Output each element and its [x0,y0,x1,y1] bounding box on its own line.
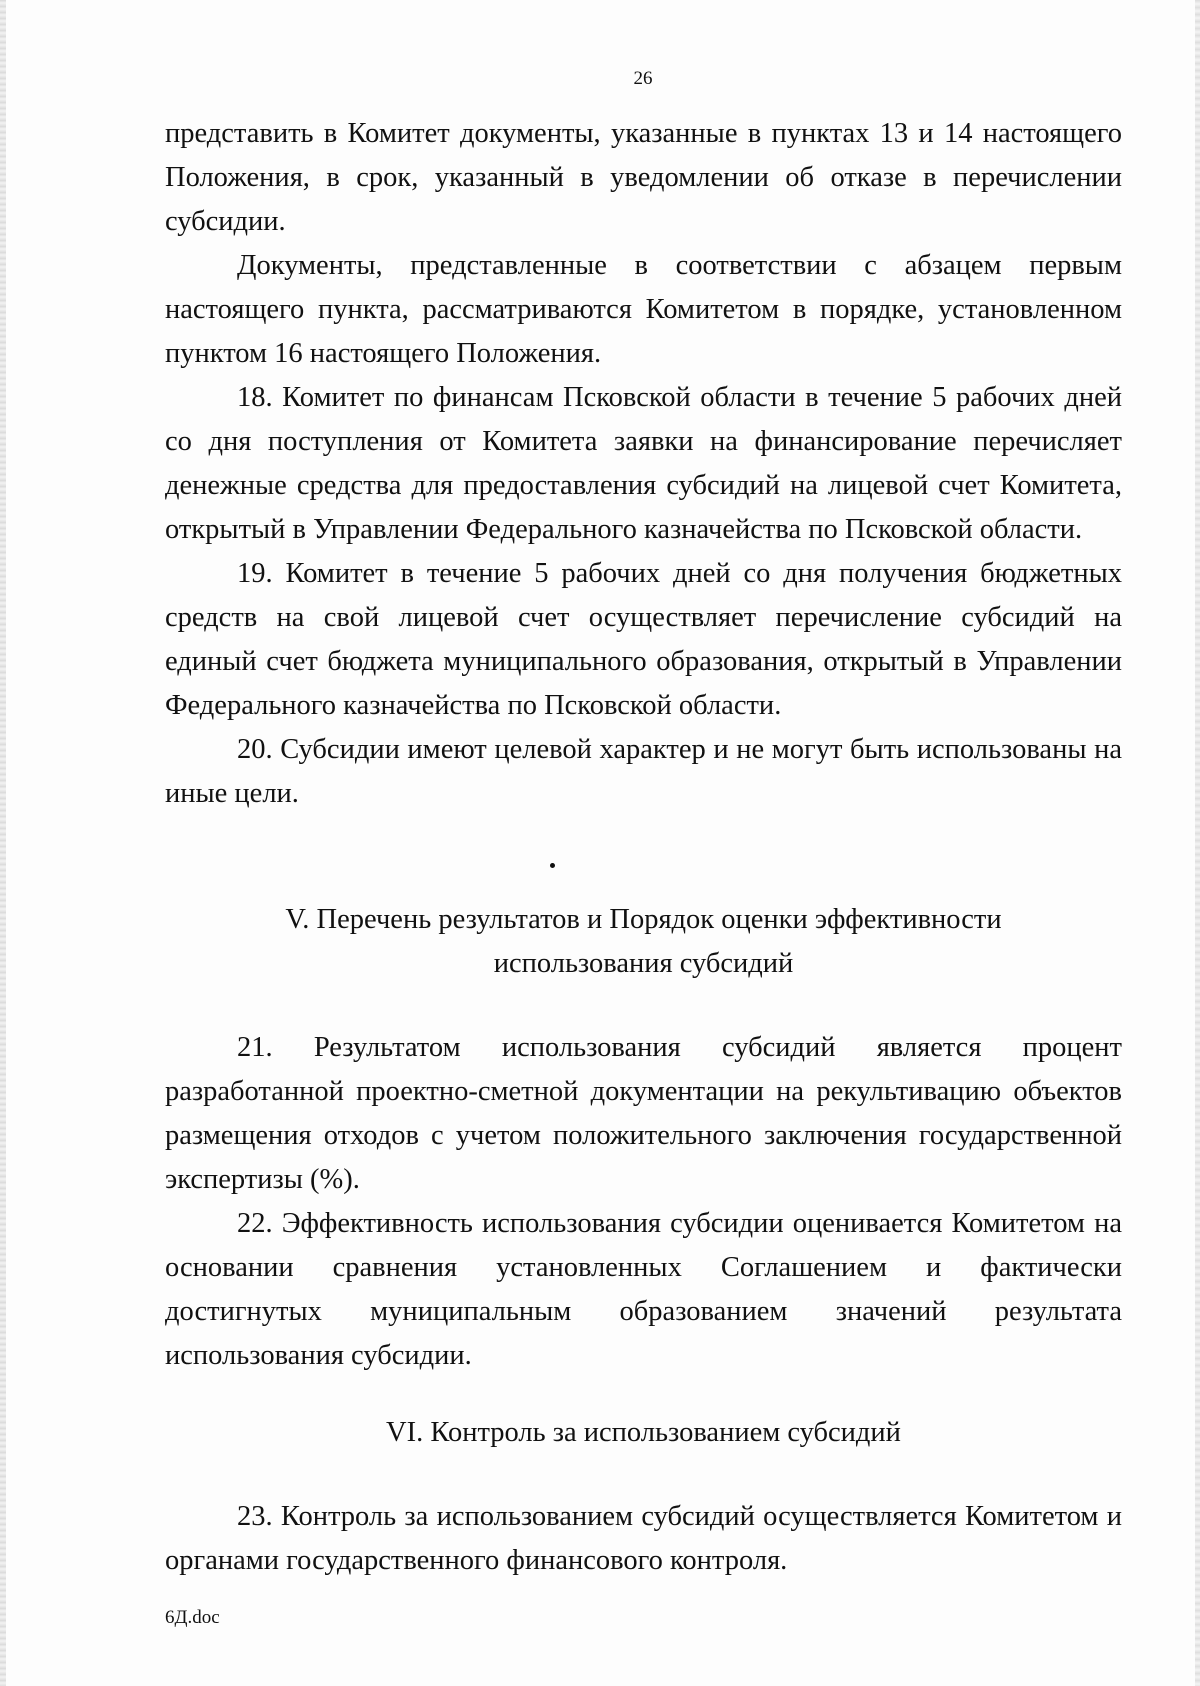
top-text-block [165,112,1122,816]
paragraph-18: 18. Комитет по финансам Псковской области в течение 5 рабочих дней со дня поступления от Комитета заявки на финансирование перечисляет денежные средства для предоставления субсидий на лицевой счет Комитета, открытый в Управлении Федерального казначейства по Псковской области. [165,382,1122,545]
paragraph-21: 21. Результатом использования субсидий является процент разработанной проектно-сметной документации на рекультивацию объектов размещения отходов с учетом положительного заключения государственной экспертизы (%). [165,1032,1122,1195]
section-6-text-block [165,1495,1122,1583]
paragraph-20: 20. Субсидии имеют целевой характер и не могут быть использованы на иные цели. [165,734,1122,809]
paragraph-documents: Документы, представленные в соответствии с абзацем первым настоящего пункта, рассматриваются Комитетом в порядке, установленном пунктом 16 настоящего Положения. [165,250,1122,369]
paragraph-23: 23. Контроль за использованием субсидий осуществляется Комитетом и органами государственного финансового контроля. [165,1501,1122,1576]
section-5-text-block [165,1026,1122,1378]
scan-edge-right [1195,0,1200,1686]
paragraph-continuation: представить в Комитет документы, указанные в пунктах 13 и 14 настоящего Положения, в срок, указанный в уведомлении об отказе в перечислении субсидии. [165,118,1122,237]
section-6-heading: VI. Контроль за использованием субсидий [386,1417,901,1448]
paragraph-19: 19. Комитет в течение 5 рабочих дней со дня получения бюджетных средств на свой лицевой счет осуществляет перечисление субсидий на единый счет бюджета муниципального образования, открытый в Управлении Федерального казначейства по Псковской области. [165,558,1122,721]
section-5-heading-line-2: использования субсидий [493,948,794,979]
scan-edge-left [0,0,6,1686]
page-number: 26 [633,68,653,89]
scan-dot-mark [550,863,555,868]
paragraph-22: 22. Эффективность использования субсидии оценивается Комитетом на основании сравнения установленных Соглашением и фактически достигнутых муниципальным образованием значений результата использования субсидии. [165,1208,1122,1371]
section-5-heading-line-1: V. Перечень результатов и Порядок оценки эффективности [285,904,1002,935]
file-name-footer: 6Д.doc [165,1607,220,1628]
